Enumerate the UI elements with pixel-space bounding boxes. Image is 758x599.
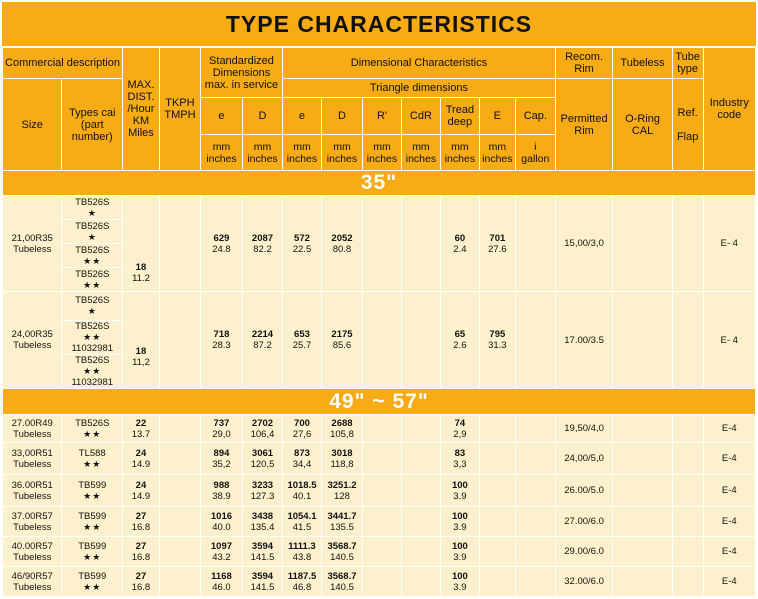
empty-cell: [672, 415, 703, 443]
size-cell: 27.00R49 Tubeless: [3, 415, 62, 443]
type-entry: [62, 244, 122, 268]
rim-cell: 29.00/6.0: [555, 537, 612, 567]
tri-e-cell: 653 25.7: [283, 292, 322, 389]
std-D-cell: 3594 141.5: [242, 567, 282, 597]
tri-D-cell: 3251.2 128: [321, 475, 362, 507]
E-cell: 701 27.6: [479, 196, 515, 292]
star-rating: ★: [87, 207, 97, 218]
empty-cell: [362, 415, 401, 443]
header-triangle: Triangle dimensions: [283, 79, 556, 98]
part-number: TB599: [78, 570, 107, 582]
std-D-cell: 3061 120,5: [242, 443, 282, 475]
std-e-cell: 718 28.3: [200, 292, 242, 389]
empty-cell: [515, 567, 555, 597]
unit-cell: mm inches: [362, 135, 401, 171]
unit-cell: mm inches: [283, 135, 322, 171]
tri-D-cell: 3568.7 140.5: [321, 567, 362, 597]
industry-cell: E- 4: [703, 292, 755, 389]
header-recom-rim: Recom. Rim: [555, 48, 612, 79]
header-commercial: Commercial description: [3, 48, 123, 79]
star-rating: ★★: [83, 279, 102, 290]
tread-cell: 100 3.9: [440, 567, 479, 597]
empty-cell: [672, 537, 703, 567]
header-spacer: [673, 119, 703, 131]
unit-cell: mm inches: [440, 135, 479, 171]
header-tube-type: Tube type: [672, 48, 703, 79]
industry-cell: E-4: [703, 415, 755, 443]
star-rating: ★★: [83, 551, 102, 562]
tread-cell: 100 3.9: [440, 475, 479, 507]
title-banner: [2, 2, 756, 46]
size-cell: 40.00R57 Tubeless: [3, 537, 62, 567]
rim-cell: 17.00/3.5: [555, 292, 612, 389]
empty-cell: [613, 537, 672, 567]
section-label: 49" ~ 57": [3, 389, 756, 415]
part-number: TL588: [78, 447, 106, 459]
section-header-row: [3, 171, 756, 196]
unit-cell: mm inches: [479, 135, 515, 171]
size-cell: 46/90R57 Tubeless: [3, 567, 62, 597]
empty-cell: [479, 415, 515, 443]
industry-cell: E-4: [703, 443, 755, 475]
rim-cell: 19,50/4,0: [555, 415, 612, 443]
part-number: TB526S: [75, 244, 110, 256]
rim-cell: 15,00/3,0: [555, 196, 612, 292]
header-col-E: E: [479, 98, 515, 135]
header-col-e2: e: [283, 98, 322, 135]
empty-cell: [159, 292, 200, 389]
header-col-CdR: CdR: [401, 98, 440, 135]
empty-cell: [401, 567, 440, 597]
size-cell: 33,00R51 Tubeless: [3, 443, 62, 475]
tread-cell: 60 2.4: [440, 196, 479, 292]
rim-cell: 32.00/6.0: [555, 567, 612, 597]
header-col-cap: Cap.: [515, 98, 555, 135]
header-oring: O-Ring CAL: [613, 79, 672, 171]
std-D-cell: 3233 127.3: [242, 475, 282, 507]
industry-cell: E-4: [703, 475, 755, 507]
std-e-cell: 894 35,2: [200, 443, 242, 475]
star-rating: ★★: [83, 428, 102, 439]
header-types: Types cai (part number): [62, 79, 123, 171]
types-cell: [62, 415, 123, 443]
types-cell: [62, 292, 123, 389]
empty-cell: [515, 537, 555, 567]
industry-cell: E-4: [703, 537, 755, 567]
maxdist-cell: 18 11.2: [123, 196, 160, 292]
part-number: TB526S: [75, 355, 110, 366]
types-cell: [62, 537, 123, 567]
empty-cell: [159, 537, 200, 567]
part-number: TB526S: [75, 321, 110, 332]
header-flap: Flap: [676, 130, 699, 143]
tri-D-cell: 2052 80.8: [321, 196, 362, 292]
rim-cell: 26.00/5.0: [555, 475, 612, 507]
std-e-cell: 988 38.9: [200, 475, 242, 507]
section-label: 35": [3, 171, 756, 196]
tread-cell: 83 3,3: [440, 443, 479, 475]
empty-cell: [515, 443, 555, 475]
table-row: [3, 415, 756, 443]
empty-cell: [159, 567, 200, 597]
std-e-cell: 629 24.8: [200, 196, 242, 292]
empty-cell: [672, 292, 703, 389]
part-number: TB526S: [75, 220, 110, 232]
empty-cell: [672, 567, 703, 597]
empty-cell: [672, 443, 703, 475]
table-header: [3, 48, 756, 171]
empty-cell: [159, 196, 200, 292]
header-standardized: Standardized Dimensions max. in service: [200, 48, 282, 98]
std-D-cell: 2214 87.2: [242, 292, 282, 389]
page-title: TYPE CHARACTERISTICS: [225, 11, 533, 37]
empty-cell: [401, 292, 440, 389]
maxdist-cell: 24 14.9: [123, 443, 160, 475]
rim-cell: 24,00/5,0: [555, 443, 612, 475]
star-rating: ★: [87, 306, 97, 316]
section-49-57-body: [3, 389, 756, 597]
tire-spec-table: [2, 47, 756, 597]
empty-cell: [479, 537, 515, 567]
empty-cell: [401, 196, 440, 292]
maxdist-cell: 18 11,2: [123, 292, 160, 389]
part-number: TB526S: [75, 196, 110, 208]
std-e-cell: 1097 43.2: [200, 537, 242, 567]
types-cell: [62, 443, 123, 475]
maxdist-cell: 27 16.8: [123, 537, 160, 567]
std-e-cell: 1168 46.0: [200, 567, 242, 597]
part-number: TB526S: [75, 295, 110, 306]
empty-cell: [362, 292, 401, 389]
empty-cell: [362, 443, 401, 475]
table-row: [3, 537, 756, 567]
empty-cell: [401, 537, 440, 567]
tri-D-cell: 3441.7 135.5: [321, 507, 362, 537]
unit-cell: mm inches: [401, 135, 440, 171]
tri-D-cell: 2175 85.6: [321, 292, 362, 389]
star-rating: ★: [87, 231, 97, 242]
header-size: Size: [3, 79, 62, 171]
empty-cell: [362, 196, 401, 292]
maxdist-cell: 24 14.9: [123, 475, 160, 507]
type-entry: [62, 292, 122, 321]
maxdist-cell: 27 16.8: [123, 507, 160, 537]
std-D-cell: 2702 106,4: [242, 415, 282, 443]
std-D-cell: 3438 135.4: [242, 507, 282, 537]
E-cell: 795 31.3: [479, 292, 515, 389]
empty-cell: [159, 415, 200, 443]
tri-D-cell: 2688 105,8: [321, 415, 362, 443]
empty-cell: [515, 415, 555, 443]
tread-cell: 65 2.6: [440, 292, 479, 389]
empty-cell: [362, 537, 401, 567]
types-cell: [62, 196, 123, 292]
section-header-row: [3, 389, 756, 415]
header-permitted-rim: Permitted Rim: [555, 79, 612, 171]
type-entry: [62, 268, 122, 291]
tri-D-cell: 3568.7 140.5: [321, 537, 362, 567]
tri-e-cell: 700 27,6: [283, 415, 322, 443]
header-ref: Ref.: [677, 106, 698, 119]
part-code: 11032981: [71, 377, 114, 388]
empty-cell: [362, 567, 401, 597]
empty-cell: [672, 196, 703, 292]
empty-cell: [613, 443, 672, 475]
star-rating: ★★: [83, 521, 102, 532]
empty-cell: [613, 415, 672, 443]
header-dimensional: Dimensional Characteristics: [283, 48, 556, 79]
size-cell: 24,00R35 Tubeless: [3, 292, 62, 389]
types-stack: [62, 196, 122, 291]
types-cell: [62, 475, 123, 507]
tri-e-cell: 1054.1 41.5: [283, 507, 322, 537]
table-row: [3, 567, 756, 597]
star-rating: ★★: [83, 581, 102, 592]
star-rating: ★★: [83, 458, 102, 469]
empty-cell: [613, 507, 672, 537]
part-number: TB599: [78, 540, 107, 552]
size-cell: 21,00R35 Tubeless: [3, 196, 62, 292]
type-entry: [62, 196, 122, 220]
empty-cell: [515, 507, 555, 537]
tread-cell: 74 2,9: [440, 415, 479, 443]
empty-cell: [515, 196, 555, 292]
type-entry: [62, 321, 122, 355]
tread-cell: 100 3.9: [440, 507, 479, 537]
industry-cell: E-4: [703, 507, 755, 537]
empty-cell: [672, 475, 703, 507]
tri-D-cell: 3018 118,8: [321, 443, 362, 475]
header-col-e: e: [200, 98, 242, 135]
std-e-cell: 737 29,0: [200, 415, 242, 443]
star-rating: ★★: [83, 255, 102, 266]
empty-cell: [479, 507, 515, 537]
header-tubeless: Tubeless: [613, 48, 672, 79]
std-D-cell: 2087 82.2: [242, 196, 282, 292]
industry-cell: E- 4: [703, 196, 755, 292]
unit-cell: mm inches: [321, 135, 362, 171]
empty-cell: [613, 475, 672, 507]
header-col-R: R': [362, 98, 401, 135]
section-35-body: [3, 171, 756, 389]
empty-cell: [401, 475, 440, 507]
star-rating: ★★: [83, 332, 102, 342]
std-D-cell: 3594 141.5: [242, 537, 282, 567]
empty-cell: [401, 507, 440, 537]
tri-e-cell: 1111.3 43.8: [283, 537, 322, 567]
part-number: TB599: [78, 510, 107, 522]
star-rating: ★★: [83, 366, 102, 376]
type-entry: [62, 220, 122, 244]
empty-cell: [401, 443, 440, 475]
type-entry: [62, 355, 122, 388]
part-number: TB526S: [75, 417, 110, 429]
unit-cell-cap: i gallon: [515, 135, 555, 171]
size-cell: 37.00R57 Tubeless: [3, 507, 62, 537]
maxdist-cell: 27 16.8: [123, 567, 160, 597]
table-row: [3, 196, 756, 292]
empty-cell: [672, 507, 703, 537]
header-col-D: D: [242, 98, 282, 135]
table-row: [3, 507, 756, 537]
header-col-D2: D: [321, 98, 362, 135]
empty-cell: [159, 443, 200, 475]
empty-cell: [401, 415, 440, 443]
empty-cell: [479, 475, 515, 507]
empty-cell: [479, 567, 515, 597]
empty-cell: [515, 475, 555, 507]
types-stack: [62, 292, 122, 388]
unit-cell: mm inches: [242, 135, 282, 171]
types-cell: [62, 507, 123, 537]
types-cell: [62, 567, 123, 597]
table-row: [3, 475, 756, 507]
tri-e-cell: 1018.5 40.1: [283, 475, 322, 507]
empty-cell: [479, 443, 515, 475]
industry-cell: E-4: [703, 567, 755, 597]
header-col-tread: Tread deep: [440, 98, 479, 135]
tri-e-cell: 873 34,4: [283, 443, 322, 475]
header-maxdist: MAX. DIST. /Hour KM Miles: [123, 48, 160, 171]
part-number: TB599: [78, 479, 107, 491]
empty-cell: [515, 292, 555, 389]
empty-cell: [159, 507, 200, 537]
part-number: TB526S: [75, 268, 110, 280]
maxdist-cell: 22 13.7: [123, 415, 160, 443]
unit-cell: mm inches: [200, 135, 242, 171]
table-row: [3, 292, 756, 389]
part-code: 11032981: [71, 343, 114, 354]
empty-cell: [613, 196, 672, 292]
size-cell: 36.00R51 Tubeless: [3, 475, 62, 507]
empty-cell: [362, 475, 401, 507]
tread-cell: 100 3.9: [440, 537, 479, 567]
std-e-cell: 1016 40.0: [200, 507, 242, 537]
empty-cell: [159, 475, 200, 507]
rim-cell: 27.00/6.0: [555, 507, 612, 537]
tri-e-cell: 572 22.5: [283, 196, 322, 292]
header-industry: Industry code: [703, 48, 755, 171]
empty-cell: [613, 292, 672, 389]
header-tkph: TKPH TMPH: [159, 48, 200, 171]
header-ref-flap: [672, 79, 703, 171]
star-rating: ★★: [83, 490, 102, 501]
tri-e-cell: 1187.5 46.8: [283, 567, 322, 597]
table-row: [3, 443, 756, 475]
empty-cell: [362, 507, 401, 537]
empty-cell: [613, 567, 672, 597]
